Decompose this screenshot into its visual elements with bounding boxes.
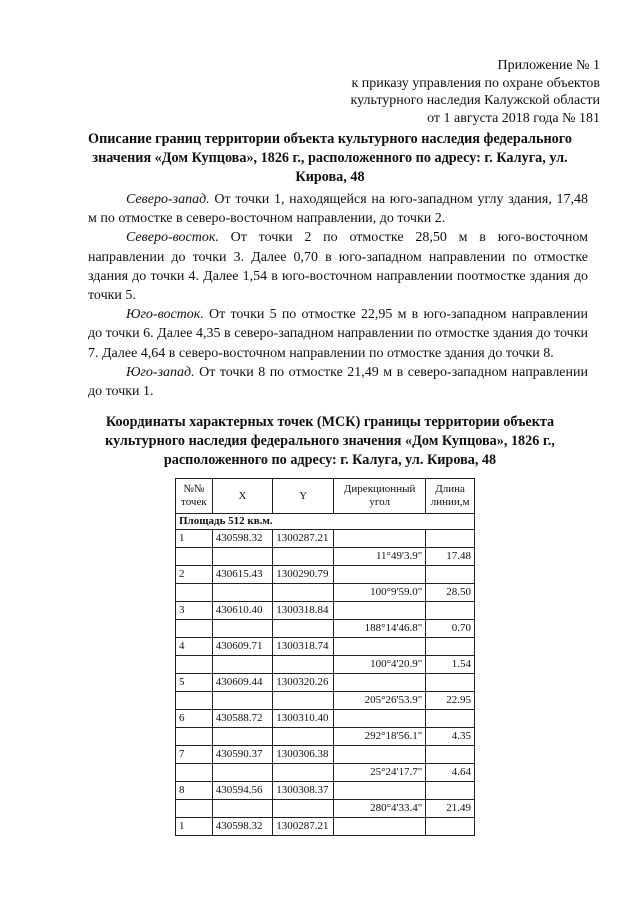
- line-length-cell: 28.50: [426, 584, 475, 602]
- y-cell: 1300318.84: [273, 602, 334, 620]
- x-cell: 430588.72: [212, 710, 273, 728]
- table-row: [176, 764, 475, 782]
- table-row: [176, 566, 475, 584]
- x-cell: 430615.43: [212, 566, 273, 584]
- empty-cell: [426, 710, 475, 728]
- direction-angle-cell: 25°24'17.7": [334, 764, 426, 782]
- line-length-cell: 22.95: [426, 692, 475, 710]
- empty-cell: [176, 548, 213, 566]
- empty-cell: [426, 746, 475, 764]
- y-cell: 1300320.26: [273, 674, 334, 692]
- table-row: [176, 548, 475, 566]
- empty-cell: [176, 728, 213, 746]
- empty-cell: [426, 782, 475, 800]
- x-cell: 430609.44: [212, 674, 273, 692]
- x-cell: 430598.32: [212, 530, 273, 548]
- direction-angle-cell: 100°9'59.0": [334, 584, 426, 602]
- empty-cell: [273, 728, 334, 746]
- empty-cell: [426, 674, 475, 692]
- empty-cell: [334, 566, 426, 584]
- y-cell: 1300290.79: [273, 566, 334, 584]
- empty-cell: [212, 656, 273, 674]
- header-y: Y: [273, 479, 334, 514]
- empty-cell: [334, 746, 426, 764]
- paragraph-text: От точки 2 по отмостке 28,50 м в юго-восточном направлении до точки 3. Далее 0,70 в юго-западном направлении по отмостке здания до точки 4. Далее 1,54 в юго-восточном направлении поотмостке здания до точки 5.: [88, 230, 588, 304]
- line-length-cell: 17.48: [426, 548, 475, 566]
- empty-cell: [426, 566, 475, 584]
- appendix-line: культурного наследия Калужской области: [350, 93, 600, 109]
- direction-angle-cell: 11°49'3.9": [334, 548, 426, 566]
- point-number-cell: 6: [176, 710, 213, 728]
- table-row: [176, 692, 475, 710]
- line-length-cell: 0.70: [426, 620, 475, 638]
- empty-cell: [273, 548, 334, 566]
- table-row: [176, 710, 475, 728]
- empty-cell: [212, 800, 273, 818]
- empty-cell: [334, 782, 426, 800]
- empty-cell: [273, 692, 334, 710]
- table-row: [176, 638, 475, 656]
- x-cell: 430590.37: [212, 746, 273, 764]
- empty-cell: [176, 620, 213, 638]
- y-cell: 1300306.38: [273, 746, 334, 764]
- description-title: Описание границ территории объекта культурного наследия федерального значения «Дом Купцова», 1826 г., расположенного по адресу: г. Калуга, ул. Кирова, 48: [88, 131, 572, 185]
- y-cell: 1300318.74: [273, 638, 334, 656]
- table-row: [176, 800, 475, 818]
- y-cell: 1300287.21: [273, 530, 334, 548]
- header-direction-angle: Дирекционный угол: [334, 479, 426, 514]
- area-row: [176, 514, 475, 530]
- point-number-cell: 1: [176, 530, 213, 548]
- empty-cell: [273, 656, 334, 674]
- direction-angle-cell: 280°4'33.4": [334, 800, 426, 818]
- table-row: [176, 746, 475, 764]
- table-row: [176, 620, 475, 638]
- point-number-cell: 1: [176, 818, 213, 836]
- line-length-cell: 1.54: [426, 656, 475, 674]
- header-x: X: [212, 479, 273, 514]
- x-cell: 430594.56: [212, 782, 273, 800]
- area-value: Площадь 512 кв.м.: [176, 514, 475, 530]
- appendix-line: к приказу управления по охране объектов: [351, 75, 600, 91]
- empty-cell: [212, 620, 273, 638]
- empty-cell: [176, 764, 213, 782]
- empty-cell: [334, 602, 426, 620]
- coordinates-title: Координаты характерных точек (МСК) границы территории объекта культурного наследия федерального значения «Дом Купцова», 1826 г., расположенного по адресу: г. Калуга, ул. Кирова, 48: [105, 414, 555, 468]
- paragraph-south-west: [88, 363, 588, 401]
- table-row: [176, 602, 475, 620]
- point-number-cell: 8: [176, 782, 213, 800]
- appendix-header: [280, 57, 600, 127]
- empty-cell: [176, 692, 213, 710]
- empty-cell: [334, 638, 426, 656]
- table-row: [176, 656, 475, 674]
- empty-cell: [212, 692, 273, 710]
- empty-cell: [212, 584, 273, 602]
- coordinates-table: [175, 478, 475, 836]
- line-length-cell: 4.35: [426, 728, 475, 746]
- table-row: [176, 818, 475, 836]
- table-row: [176, 728, 475, 746]
- y-cell: 1300308.37: [273, 782, 334, 800]
- paragraph-text: От точки 1, находящейся на юго-западном углу здания, 17,48 м по отмостке в северо-восточном направлении, до точки 2.: [88, 192, 588, 227]
- point-number-cell: 5: [176, 674, 213, 692]
- direction-angle-cell: 188°14'46.8": [334, 620, 426, 638]
- direction-angle-cell: 292°18'56.1": [334, 728, 426, 746]
- empty-cell: [426, 530, 475, 548]
- boundary-description: [88, 190, 588, 401]
- appendix-line: Приложение № 1: [497, 58, 600, 73]
- empty-cell: [334, 710, 426, 728]
- header-line-length: Длина линии,м: [426, 479, 475, 514]
- point-number-cell: 2: [176, 566, 213, 584]
- paragraph-text: От точки 5 по отмостке 22,95 м в юго-западном направлении до точки 6. Далее 4,35 в северо-западном направлении по отмостке здания до точки 7. Далее 4,64 в северо-восточном направлении по отмостке здания до точки 8.: [88, 307, 588, 361]
- direction-label: Юго-запад.: [126, 364, 195, 380]
- table-row: [176, 530, 475, 548]
- point-number-cell: 7: [176, 746, 213, 764]
- empty-cell: [273, 584, 334, 602]
- x-cell: 430610.40: [212, 602, 273, 620]
- direction-label: Юго-восток.: [126, 307, 204, 323]
- direction-label: Северо-запад.: [126, 192, 210, 207]
- empty-cell: [334, 530, 426, 548]
- empty-cell: [212, 764, 273, 782]
- empty-cell: [334, 818, 426, 836]
- empty-cell: [176, 800, 213, 818]
- table-header-row: [176, 479, 475, 514]
- point-number-cell: 3: [176, 602, 213, 620]
- y-cell: 1300310.40: [273, 710, 334, 728]
- empty-cell: [426, 818, 475, 836]
- line-length-cell: 4.64: [426, 764, 475, 782]
- table-row: [176, 584, 475, 602]
- direction-angle-cell: 100°4'20.9": [334, 656, 426, 674]
- y-cell: 1300287.21: [273, 818, 334, 836]
- empty-cell: [273, 620, 334, 638]
- table-row: [176, 782, 475, 800]
- x-cell: 430609.71: [212, 638, 273, 656]
- table-row: [176, 674, 475, 692]
- paragraph-north-west: [88, 190, 588, 228]
- empty-cell: [426, 602, 475, 620]
- paragraph-south-east: [88, 305, 588, 363]
- paragraph-text: От точки 8 по отмостке 21,49 м в северо-западном направлении до точки 1.: [88, 364, 588, 400]
- header-point-number: №№ точек: [176, 479, 213, 514]
- point-number-cell: 4: [176, 638, 213, 656]
- direction-angle-cell: 205°26'53.9": [334, 692, 426, 710]
- paragraph-north-east: [88, 228, 588, 305]
- direction-label: Северо-восток.: [126, 230, 219, 246]
- empty-cell: [176, 656, 213, 674]
- x-cell: 430598.32: [212, 818, 273, 836]
- line-length-cell: 21.49: [426, 800, 475, 818]
- empty-cell: [273, 800, 334, 818]
- empty-cell: [212, 728, 273, 746]
- empty-cell: [334, 674, 426, 692]
- empty-cell: [212, 548, 273, 566]
- appendix-line: от 1 августа 2018 года № 181: [427, 110, 600, 126]
- empty-cell: [176, 584, 213, 602]
- empty-cell: [426, 638, 475, 656]
- empty-cell: [273, 764, 334, 782]
